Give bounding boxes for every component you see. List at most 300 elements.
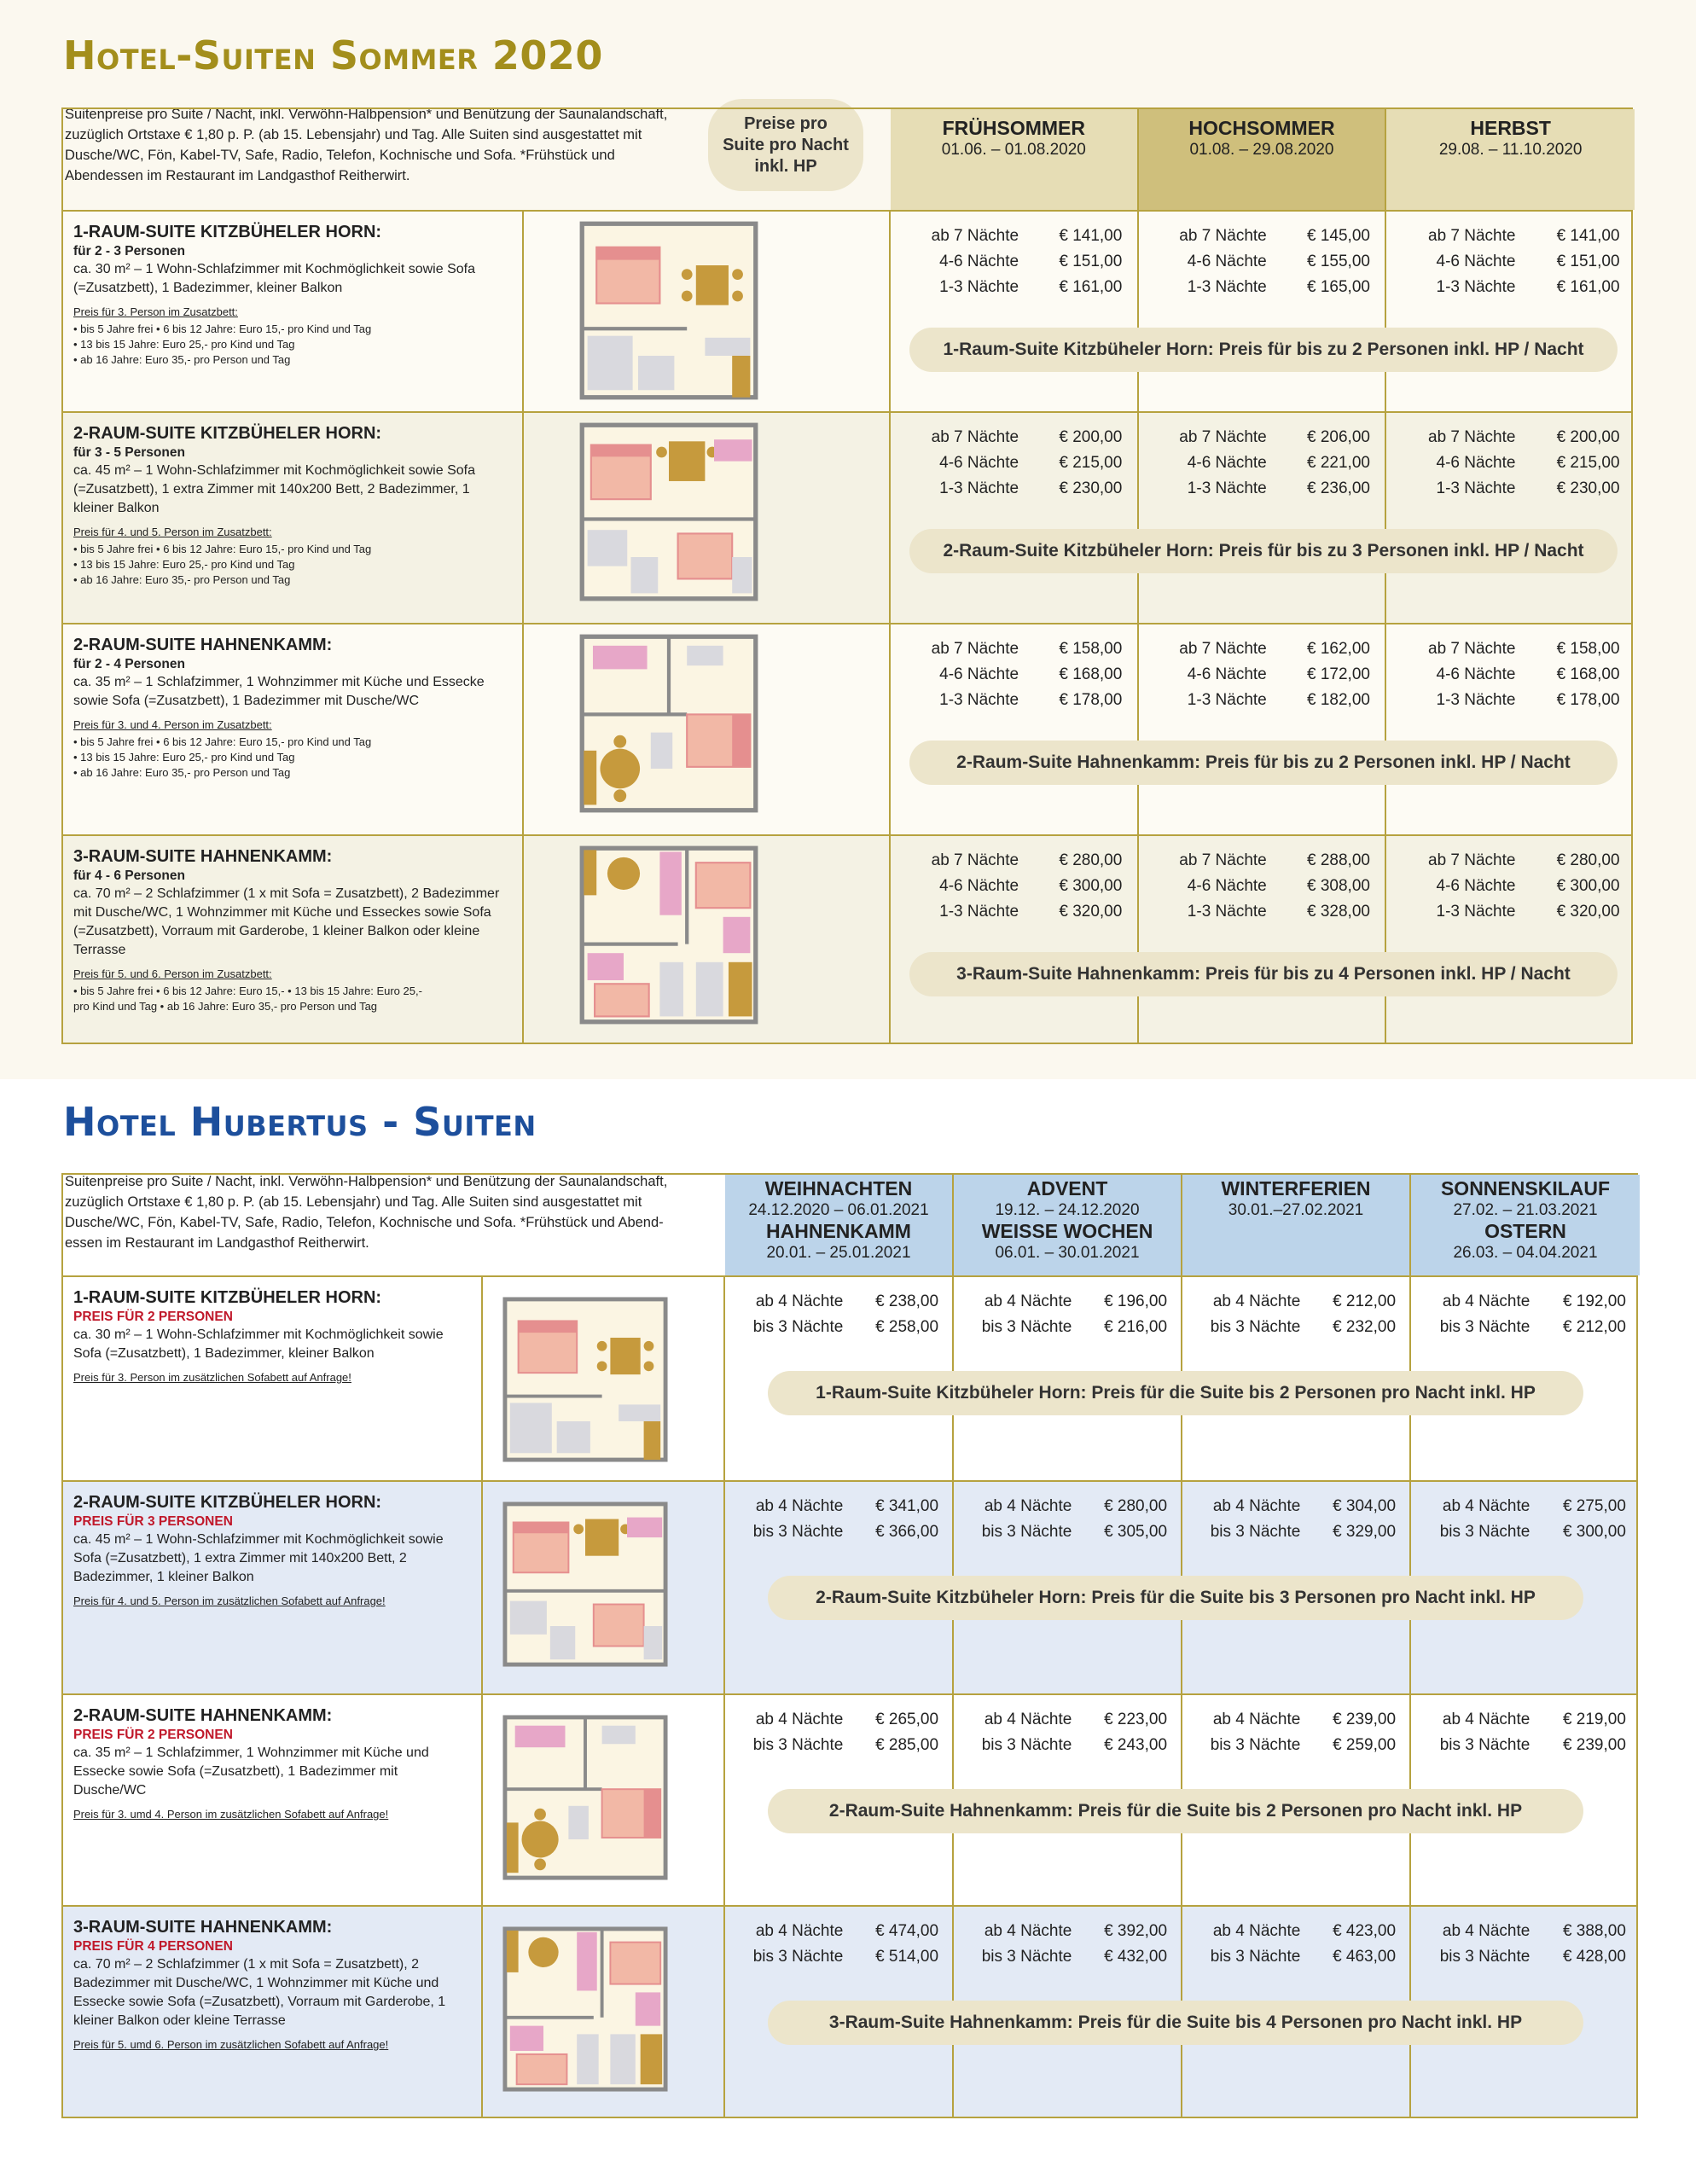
suite-description [63, 212, 524, 411]
child-price-item: • ab 16 Jahre: Euro 35,- pro Person und Tag [73, 766, 291, 779]
price-list [1182, 1289, 1409, 1340]
season-dates-2: 06.01. – 30.01.2021 [995, 1244, 1140, 1262]
price-list [954, 1707, 1181, 1758]
price-line [725, 1919, 952, 1944]
price-value: € 151,00 [1556, 253, 1620, 270]
price-line [1139, 425, 1385, 450]
price-value: € 215,00 [1059, 454, 1123, 472]
nights-label: 4-6 Nächte [1436, 454, 1516, 472]
price-line [1411, 1919, 1640, 1944]
suite-persons: für 4 - 6 Personen [73, 868, 185, 883]
price-line [1386, 425, 1635, 450]
nights-label: ab 7 Nächte [931, 227, 1019, 245]
nights-label: ab 7 Nächte [931, 428, 1019, 446]
season-name: SONNENSKILAUF [1440, 1177, 1611, 1199]
price-value: € 239,00 [1333, 1711, 1397, 1728]
price-list [1386, 636, 1635, 713]
price-line [954, 1289, 1181, 1315]
price-line [954, 1944, 1181, 1970]
nights-label: ab 7 Nächte [1428, 640, 1516, 658]
price-list [1411, 1919, 1640, 1970]
price-line [1182, 1519, 1409, 1545]
price-line [954, 1707, 1181, 1733]
season-dates-2: 20.01. – 25.01.2021 [766, 1244, 911, 1262]
season-header-3 [1386, 109, 1635, 210]
price-value: € 308,00 [1307, 877, 1370, 895]
nights-label: 1-3 Nächte [1187, 479, 1267, 497]
nights-label: ab 7 Nächte [931, 640, 1019, 658]
suite-details: ca. 30 m² – 1 Wohn-Schlafzimmer mit Kochmöglichkeit sowie Sofa (=Zusatzbett), 1 Badezimmer, kleiner Balkon [73, 1327, 444, 1361]
price-value: € 206,00 [1307, 428, 1370, 446]
nights-label: 4-6 Nächte [1436, 253, 1516, 270]
price-line [1411, 1289, 1640, 1315]
nights-label: 1-3 Nächte [1187, 691, 1267, 709]
nights-label: ab 4 Nächte [1212, 1292, 1301, 1310]
sommer-intro: Suitenpreise pro Suite / Nacht, inkl. Verwöhn-Halbpension* und Benützung der Saunalandschaft, zuzüglich Ortstaxe € 1,80 p. P. (ab 15. Lebensjahr) und Tag. Alle Suiten sind ausgestattet mit Dusche/WC, Fön, Kabel-TV, Safe, Radio, Telefon, Kochnische und Sofa. *Frühstück und Abendessen im Restaurant im Landgasthof Reitherwirt. [65, 107, 668, 183]
price-value: € 258,00 [875, 1318, 939, 1336]
price-line [954, 1315, 1181, 1340]
price-line [891, 848, 1137, 874]
nights-label: ab 4 Nächte [984, 1292, 1072, 1310]
price-line [1182, 1944, 1409, 1970]
price-value: € 232,00 [1333, 1318, 1397, 1336]
price-value: € 320,00 [1556, 903, 1620, 921]
suite-price-note-pill: 1-Raum-Suite Kitzbüheler Horn: Preis für bis zu 2 Personen inkl. HP / Nacht [909, 328, 1618, 372]
floorplan-cell [483, 1695, 725, 1905]
price-value: € 243,00 [1104, 1736, 1168, 1754]
suite-description [63, 413, 524, 623]
suite-row [63, 1693, 1636, 1905]
price-list [891, 425, 1137, 502]
child-price-item: • ab 16 Jahre: Euro 35,- pro Person und Tag [73, 573, 291, 586]
price-value: € 158,00 [1556, 640, 1620, 658]
price-value: € 182,00 [1307, 691, 1370, 709]
suite-persons: für 3 - 5 Personen [73, 445, 185, 460]
floorplan-icon [500, 1501, 671, 1668]
extra-person-note: Preis für 3. und 4. Person im Zusatzbett: [73, 718, 272, 731]
extra-person-note: Preis für 5. und 6. Person im Zusatzbett: [73, 967, 272, 980]
price-line [1386, 636, 1635, 662]
suite-persons: PREIS FÜR 2 PERSONEN [73, 1728, 233, 1742]
price-list [1182, 1494, 1409, 1545]
suite-details: ca. 70 m² – 2 Schlafzimmer (1 x mit Sofa = Zusatzbett), 2 Badezimmer mit Dusche/WC, 1 Wohnzimmer mit Küche und Esseckes sowie Sofa (=Zusatzbett), Vorraum mit Garderobe, 1 kleiner Balkon oder kleine Terrasse [73, 886, 500, 957]
suite-description [63, 1695, 483, 1905]
price-value: € 300,00 [1059, 877, 1123, 895]
price-value: € 178,00 [1059, 691, 1123, 709]
price-value: € 305,00 [1104, 1523, 1168, 1541]
price-line [1139, 688, 1385, 713]
price-value: € 219,00 [1562, 1711, 1626, 1728]
price-line [1139, 899, 1385, 925]
price-line [891, 249, 1137, 275]
nights-label: 1-3 Nächte [1436, 479, 1516, 497]
price-value: € 280,00 [1059, 851, 1123, 869]
nights-label: bis 3 Nächte [752, 1318, 844, 1336]
season-name-2: OSTERN [1484, 1220, 1566, 1242]
price-line [725, 1315, 952, 1340]
nights-label: bis 3 Nächte [1210, 1523, 1301, 1541]
suite-name: 2-RAUM-SUITE HAHNENKAMM: [73, 1706, 333, 1725]
nights-label: bis 3 Nächte [1439, 1523, 1530, 1541]
suite-details: ca. 30 m² – 1 Wohn-Schlafzimmer mit Kochmöglichkeit sowie Sofa (=Zusatzbett), 1 Badezimmer, kleiner Balkon [73, 262, 475, 295]
price-value: € 212,00 [1333, 1292, 1397, 1310]
floorplan-cell [524, 836, 891, 1043]
suite-row [63, 623, 1631, 834]
price-column-3 [1386, 212, 1635, 411]
floorplan-cell [524, 212, 891, 411]
suite-row [63, 210, 1631, 411]
price-value: € 288,00 [1307, 851, 1370, 869]
price-column-2 [1139, 413, 1387, 623]
price-line [891, 450, 1137, 476]
suite-description [63, 1907, 483, 2117]
nights-label: 4-6 Nächte [1436, 877, 1516, 895]
price-line [725, 1944, 952, 1970]
nights-label: 1-3 Nächte [1187, 278, 1267, 296]
season-name: HERBST [1470, 117, 1551, 139]
suite-name: 1-RAUM-SUITE KITZBÜHELER HORN: [73, 223, 382, 241]
price-value: € 230,00 [1059, 479, 1123, 497]
price-line [1139, 848, 1385, 874]
suite-details: ca. 35 m² – 1 Schlafzimmer, 1 Wohnzimmer mit Küche und Essecke sowie Sofa (=Zusatzbett), 1 Badezimmer mit Dusche/WC [73, 1745, 429, 1798]
price-line [1411, 1733, 1640, 1758]
price-line [1386, 662, 1635, 688]
price-line [1139, 636, 1385, 662]
price-list [954, 1289, 1181, 1340]
price-line [1411, 1494, 1640, 1519]
price-line [1411, 1315, 1640, 1340]
price-value: € 300,00 [1562, 1523, 1626, 1541]
nights-label: 1-3 Nächte [1436, 278, 1516, 296]
price-line [1411, 1707, 1640, 1733]
price-value: € 230,00 [1556, 479, 1620, 497]
nights-label: ab 4 Nächte [755, 1922, 844, 1940]
hubertus-title: Hotel Hubertus - Suiten [63, 1099, 537, 1145]
floorplan-icon [575, 845, 763, 1025]
price-line [1139, 275, 1385, 300]
suite-row [63, 1275, 1636, 1480]
suite-row [63, 834, 1631, 1043]
price-line [1182, 1289, 1409, 1315]
extra-person-note: Preis für 3. umd 4. Person im zusätzlichen Sofabett auf Anfrage! [73, 1808, 389, 1821]
price-line [891, 688, 1137, 713]
nights-label: ab 7 Nächte [1428, 851, 1516, 869]
price-value: € 304,00 [1333, 1497, 1397, 1515]
nights-label: 4-6 Nächte [1187, 665, 1267, 683]
nights-label: 4-6 Nächte [939, 665, 1019, 683]
price-list [891, 848, 1137, 925]
extra-person-note: Preis für 3. Person im Zusatzbett: [73, 305, 238, 318]
price-value: € 155,00 [1307, 253, 1370, 270]
suite-description [63, 836, 524, 1043]
price-value: € 265,00 [875, 1711, 939, 1728]
price-value: € 162,00 [1307, 640, 1370, 658]
suite-row [63, 1905, 1636, 2117]
nights-label: ab 4 Nächte [1442, 1922, 1530, 1940]
nights-label: 4-6 Nächte [939, 454, 1019, 472]
suite-persons: für 2 - 4 Personen [73, 657, 185, 671]
season-header-2 [1139, 109, 1387, 210]
nights-label: 4-6 Nächte [939, 877, 1019, 895]
price-line [1139, 662, 1385, 688]
suite-description [63, 624, 524, 834]
price-column-1 [891, 836, 1139, 1043]
price-list [954, 1919, 1181, 1970]
season-dates: 19.12. – 24.12.2020 [995, 1201, 1140, 1219]
price-column-2 [1139, 624, 1387, 834]
nights-label: 1-3 Nächte [1187, 903, 1267, 921]
floorplan-cell [483, 1277, 725, 1480]
child-price-item: • ab 16 Jahre: Euro 35,- pro Person und Tag [73, 353, 291, 366]
child-price-item: • bis 5 Jahre frei • 6 bis 12 Jahre: Euro 15,- pro Kind und Tag [73, 543, 372, 555]
nights-label: 1-3 Nächte [1436, 691, 1516, 709]
floorplan-icon [575, 633, 763, 814]
price-list [725, 1919, 952, 1970]
price-value: € 285,00 [875, 1736, 939, 1754]
suite-details: ca. 35 m² – 1 Schlafzimmer, 1 Wohnzimmer mit Küche und Essecke sowie Sofa (=Zusatzbett), 1 Badezimmer mit Dusche/WC [73, 675, 485, 708]
nights-label: bis 3 Nächte [1439, 1948, 1530, 1966]
nights-label: ab 4 Nächte [755, 1292, 844, 1310]
price-value: € 428,00 [1562, 1948, 1626, 1966]
price-value: € 168,00 [1556, 665, 1620, 683]
floorplan-cell [483, 1907, 725, 2117]
season-name: FRÜHSOMMER [942, 117, 1086, 139]
price-line [725, 1289, 952, 1315]
suite-persons: PREIS FÜR 3 PERSONEN [73, 1514, 233, 1529]
price-line [891, 636, 1137, 662]
price-column-2 [1139, 212, 1387, 411]
price-line [1182, 1315, 1409, 1340]
season-header-3 [1182, 1175, 1411, 1275]
price-list [1411, 1494, 1640, 1545]
price-value: € 200,00 [1059, 428, 1123, 446]
price-line [954, 1733, 1181, 1758]
nights-label: 4-6 Nächte [1187, 454, 1267, 472]
price-line [1386, 275, 1635, 300]
nights-label: 1-3 Nächte [939, 691, 1019, 709]
floorplan-icon [575, 421, 763, 602]
nights-label: bis 3 Nächte [1439, 1736, 1530, 1754]
floorplan-icon [500, 1926, 671, 2093]
price-line [1386, 450, 1635, 476]
price-line [1411, 1519, 1640, 1545]
price-value: € 366,00 [875, 1523, 939, 1541]
price-value: € 161,00 [1556, 278, 1620, 296]
nights-label: ab 4 Nächte [755, 1711, 844, 1728]
price-list [1139, 848, 1385, 925]
price-column-1 [891, 212, 1139, 411]
floorplan-icon [500, 1714, 671, 1881]
nights-label: 1-3 Nächte [939, 903, 1019, 921]
suite-description [63, 1277, 483, 1480]
price-line [1386, 688, 1635, 713]
season-name: HOCHSOMMER [1188, 117, 1335, 139]
season-dates: 01.06. – 01.08.2020 [941, 141, 1086, 159]
nights-label: ab 7 Nächte [1428, 227, 1516, 245]
suite-persons: PREIS FÜR 2 PERSONEN [73, 1310, 233, 1324]
nights-label: ab 4 Nächte [984, 1497, 1072, 1515]
child-price-item: • bis 5 Jahre frei • 6 bis 12 Jahre: Euro 15,- pro Kind und Tag [73, 735, 372, 748]
nights-label: ab 7 Nächte [1179, 428, 1267, 446]
price-value: € 463,00 [1333, 1948, 1397, 1966]
season-dates: 01.08. – 29.08.2020 [1189, 141, 1334, 159]
price-value: € 172,00 [1307, 665, 1370, 683]
nights-label: 4-6 Nächte [1436, 665, 1516, 683]
suite-persons: PREIS FÜR 4 PERSONEN [73, 1939, 233, 1954]
price-list [954, 1494, 1181, 1545]
price-value: € 514,00 [875, 1948, 939, 1966]
hubertus-intro: Suitenpreise pro Suite / Nacht, inkl. Verwöhn-Halbpension* und Benützung der Saunalandschaft, zuzüglich Ortstaxe € 1,80 p. P. (ab 15. Lebensjahr) und Tag. Alle Suiten sind ausgestattet mit Dusche/WC, Fön, Kabel-TV, Safe, Radio, Telefon, Kochnische und Sofa. *Frühstück und Abend-essen im Restaurant im Landgasthof Reitherwirt. [65, 1174, 668, 1251]
child-price-item: • bis 5 Jahre frei • 6 bis 12 Jahre: Euro 15,- • 13 bis 15 Jahre: Euro 25,- [73, 985, 422, 997]
child-price-item: pro Kind und Tag • ab 16 Jahre: Euro 35,- pro Person und Tag [73, 1000, 378, 1013]
price-line [1386, 874, 1635, 899]
floorplan-icon [500, 1296, 671, 1463]
child-price-list [73, 735, 512, 781]
price-value: € 432,00 [1104, 1948, 1168, 1966]
price-line [1182, 1494, 1409, 1519]
nights-label: ab 7 Nächte [1428, 428, 1516, 446]
price-value: € 151,00 [1059, 253, 1123, 270]
season-dates-2: 26.03. – 04.04.2021 [1453, 1244, 1598, 1262]
price-column-3 [1386, 624, 1635, 834]
child-price-list [73, 542, 512, 588]
price-column-3 [1386, 413, 1635, 623]
season-header-2 [954, 1175, 1182, 1275]
nights-label: bis 3 Nächte [981, 1318, 1072, 1336]
child-price-item: • 13 bis 15 Jahre: Euro 25,- pro Kind und Tag [73, 338, 295, 351]
price-line [954, 1919, 1181, 1944]
suite-row [63, 1480, 1636, 1693]
price-list [891, 636, 1137, 713]
suite-name: 2-RAUM-SUITE HAHNENKAMM: [73, 636, 333, 654]
nights-label: ab 7 Nächte [931, 851, 1019, 869]
price-value: € 239,00 [1562, 1736, 1626, 1754]
child-price-list [73, 984, 512, 1014]
season-name-2: WEISSE WOCHEN [981, 1220, 1153, 1242]
price-value: € 236,00 [1307, 479, 1370, 497]
price-column-2 [1139, 836, 1387, 1043]
price-line [725, 1707, 952, 1733]
price-line [1139, 450, 1385, 476]
price-value: € 200,00 [1556, 428, 1620, 446]
nights-label: bis 3 Nächte [1210, 1318, 1301, 1336]
nights-label: bis 3 Nächte [752, 1736, 844, 1754]
price-list [1139, 224, 1385, 300]
suite-name: 3-RAUM-SUITE HAHNENKAMM: [73, 847, 333, 866]
nights-label: ab 4 Nächte [984, 1711, 1072, 1728]
price-line [1182, 1919, 1409, 1944]
nights-label: 4-6 Nächte [939, 253, 1019, 270]
price-value: € 161,00 [1059, 278, 1123, 296]
price-line [1139, 476, 1385, 502]
suite-name: 2-RAUM-SUITE KITZBÜHELER HORN: [73, 1493, 382, 1512]
nights-label: bis 3 Nächte [1210, 1736, 1301, 1754]
nights-label: bis 3 Nächte [1439, 1318, 1530, 1336]
price-value: € 392,00 [1104, 1922, 1168, 1940]
nights-label: ab 7 Nächte [1179, 851, 1267, 869]
suite-price-note-pill: 2-Raum-Suite Kitzbüheler Horn: Preis für die Suite bis 3 Personen pro Nacht inkl. HP [768, 1576, 1583, 1620]
nights-label: 1-3 Nächte [939, 278, 1019, 296]
suite-details: ca. 45 m² – 1 Wohn-Schlafzimmer mit Kochmöglichkeit sowie Sofa (=Zusatzbett), 1 extra Zimmer mit 140x200 Bett, 2 Badezimmer, 1 kleiner Balkon [73, 1532, 444, 1584]
price-value: € 212,00 [1562, 1318, 1626, 1336]
nights-label: ab 4 Nächte [984, 1922, 1072, 1940]
child-price-item: • bis 5 Jahre frei • 6 bis 12 Jahre: Euro 15,- pro Kind und Tag [73, 322, 372, 335]
price-value: € 178,00 [1556, 691, 1620, 709]
season-name-2: HAHNENKAMM [766, 1220, 911, 1242]
price-list [1386, 848, 1635, 925]
price-value: € 165,00 [1307, 278, 1370, 296]
price-line [1386, 848, 1635, 874]
hubertus-price-table [61, 1173, 1638, 2118]
season-dates: 29.08. – 11.10.2020 [1438, 141, 1583, 159]
price-value: € 168,00 [1059, 665, 1123, 683]
price-line [891, 874, 1137, 899]
suite-name: 1-RAUM-SUITE KITZBÜHELER HORN: [73, 1288, 382, 1307]
price-list [1386, 224, 1635, 300]
season-header-1 [891, 109, 1139, 210]
price-list [725, 1707, 952, 1758]
suite-price-note-pill: 3-Raum-Suite Hahnenkamm: Preis für bis zu 4 Personen inkl. HP / Nacht [909, 952, 1618, 996]
nights-label: ab 4 Nächte [1212, 1711, 1301, 1728]
price-value: € 196,00 [1104, 1292, 1168, 1310]
price-line [891, 662, 1137, 688]
price-value: € 216,00 [1104, 1318, 1168, 1336]
nights-label: bis 3 Nächte [752, 1523, 844, 1541]
nights-label: 1-3 Nächte [939, 479, 1019, 497]
price-value: € 320,00 [1059, 903, 1123, 921]
price-value: € 388,00 [1562, 1922, 1626, 1940]
price-list [1411, 1289, 1640, 1340]
price-line [891, 275, 1137, 300]
price-line [954, 1494, 1181, 1519]
suite-details: ca. 45 m² – 1 Wohn-Schlafzimmer mit Kochmöglichkeit sowie Sofa (=Zusatzbett), 1 extra Zimmer mit 140x200 Bett, 2 Badezimmer, 1 kleiner Balkon [73, 463, 475, 515]
price-value: € 141,00 [1556, 227, 1620, 245]
child-price-item: • 13 bis 15 Jahre: Euro 25,- pro Kind und Tag [73, 558, 295, 571]
price-value: € 341,00 [875, 1497, 939, 1515]
extra-person-note: Preis für 4. und 5. Person im zusätzlichen Sofabett auf Anfrage! [73, 1594, 386, 1607]
season-name: ADVENT [1026, 1177, 1108, 1199]
suite-name: 2-RAUM-SUITE KITZBÜHELER HORN: [73, 424, 382, 443]
sommer-title: Hotel-Suiten Sommer 2020 [63, 32, 603, 78]
suite-details: ca. 70 m² – 2 Schlafzimmer (1 x mit Sofa = Zusatzbett), 2 Badezimmer mit Dusche/WC, 1 Wohnzimmer mit Küche und Essecke sowie Sofa (=Zusatzbett), Vorraum mit Garderobe, 1 kleiner Balkon oder kleine Terrasse [73, 1957, 446, 2028]
suite-price-note-pill: 2-Raum-Suite Hahnenkamm: Preis für die Suite bis 2 Personen pro Nacht inkl. HP [768, 1789, 1583, 1833]
price-list [1182, 1919, 1409, 1970]
suite-price-note-pill: 3-Raum-Suite Hahnenkamm: Preis für die Suite bis 4 Personen pro Nacht inkl. HP [768, 2001, 1583, 2045]
price-list [1139, 636, 1385, 713]
price-line [1139, 224, 1385, 249]
nights-label: bis 3 Nächte [981, 1736, 1072, 1754]
nights-label: bis 3 Nächte [981, 1523, 1072, 1541]
price-line [1182, 1733, 1409, 1758]
price-line [891, 224, 1137, 249]
nights-label: 1-3 Nächte [1436, 903, 1516, 921]
price-line [725, 1494, 952, 1519]
price-column-3 [1386, 836, 1635, 1043]
child-price-list [73, 322, 512, 368]
price-line [1386, 224, 1635, 249]
price-column-1 [891, 624, 1139, 834]
nights-label: 4-6 Nächte [1187, 253, 1267, 270]
price-value: € 238,00 [875, 1292, 939, 1310]
nights-label: ab 4 Nächte [1212, 1497, 1301, 1515]
suite-price-note-pill: 2-Raum-Suite Kitzbüheler Horn: Preis für bis zu 3 Personen inkl. HP / Nacht [909, 529, 1618, 573]
floorplan-icon [575, 220, 763, 401]
price-line [954, 1519, 1181, 1545]
nights-label: ab 7 Nächte [1179, 227, 1267, 245]
nights-label: bis 3 Nächte [1210, 1948, 1301, 1966]
extra-person-note: Preis für 5. umd 6. Person im zusätzlichen Sofabett auf Anfrage! [73, 2038, 389, 2051]
price-line [1182, 1707, 1409, 1733]
